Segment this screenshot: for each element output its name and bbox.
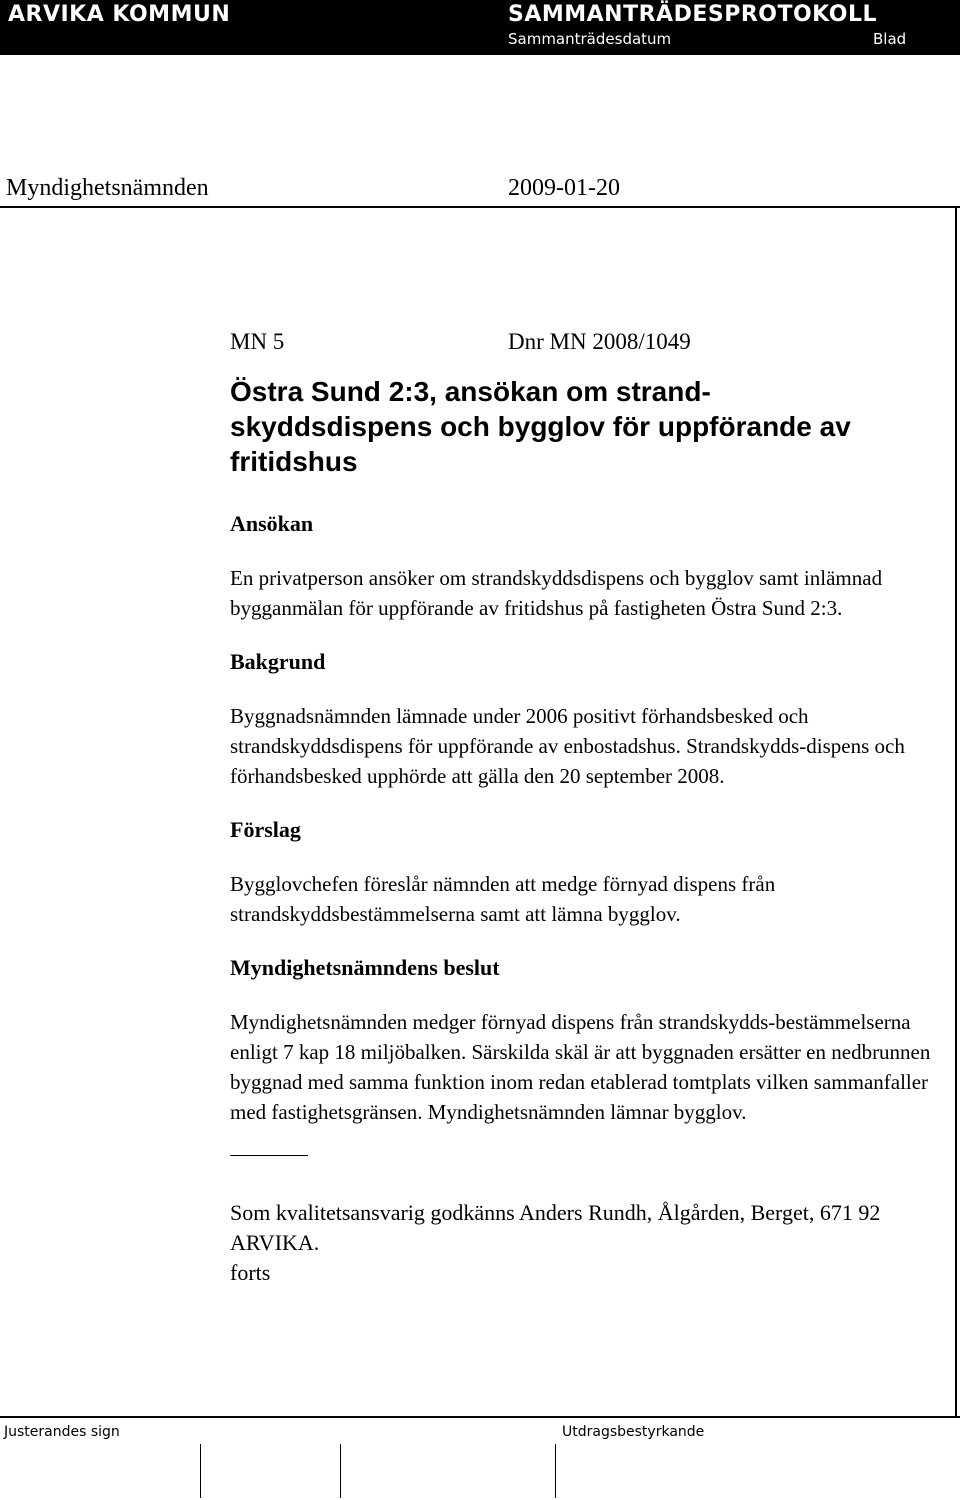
item-title — [230, 374, 930, 479]
signature-label: Justerandes sign — [4, 1424, 120, 1440]
section-heading: Ansökan — [230, 511, 314, 536]
meeting-date-label: Sammanträdesdatum — [508, 30, 672, 48]
header-divider — [0, 206, 960, 208]
title-line: fritidshus — [230, 446, 358, 477]
section-beslut — [230, 953, 945, 1127]
page-label: Blad — [873, 30, 907, 48]
right-margin-line — [955, 206, 957, 1416]
certification-label: Utdragsbestyrkande — [562, 1424, 705, 1440]
section-heading: Bakgrund — [230, 649, 326, 674]
item-dnr: Dnr MN 2008/1049 — [508, 329, 691, 354]
section-text: En privatperson ansöker om strandskyddsdispens och bygglov samt inlämnad bygganmälan för uppförande av fritidshus på fastigheten Östra Sund 2:3. — [230, 566, 883, 620]
section-ansokan — [230, 509, 945, 623]
meeting-date: 2009-01-20 — [508, 175, 620, 201]
continued-marker: forts — [230, 1260, 271, 1285]
section-text: Byggnadsnämnden lämnade under 2006 positivt förhandsbesked och strandskyddsdispens för uppförande av enbostadshus. Strandskydds-dispens och förhandsbesked upphörde att gälla den 20 september 2008. — [230, 704, 905, 788]
signature-box-divider — [555, 1444, 556, 1498]
approval-text: Som kvalitetsansvarig godkänns Anders Rundh, Ålgården, Berget, 671 92 ARVIKA. — [230, 1200, 881, 1255]
signature-box-divider — [200, 1444, 201, 1498]
title-line: Östra Sund 2:3, ansökan om strand- — [230, 376, 711, 407]
section-text: Myndighetsnämnden medger förnyad dispens från strandskydds-bestämmelserna enligt 7 kap 18 miljöbalken. Särskilda skäl är att byggnaden ersätter en nedbrunnen byggnad med samma funktion inom redan etablerad tomtplats vilken sammanfaller med fastighetsgränsen. Myndighetsnämnden lämnar bygglov. — [230, 1010, 931, 1124]
org-name: ARVIKA KOMMUN — [8, 2, 231, 27]
page-header — [0, 0, 960, 55]
title-line: skyddsdispens och bygglov för uppförande av — [230, 411, 851, 442]
section-heading: Förslag — [230, 817, 301, 842]
approval-note — [230, 1198, 945, 1288]
document-type: SAMMANTRÄDESPROTOKOLL — [508, 2, 877, 27]
item-number: MN 5 — [230, 329, 285, 354]
protocol-item — [230, 322, 945, 1288]
separator-line — [230, 1155, 308, 1156]
item-meta — [230, 322, 945, 362]
footer-divider — [0, 1416, 960, 1418]
section-forslag — [230, 815, 945, 929]
section-text: Bygglovchefen föreslår nämnden att medge förnyad dispens från strandskyddsbestämmelserna samt att lämna bygglov. — [230, 872, 776, 926]
committee-name: Myndighetsnämnden — [6, 175, 209, 201]
section-bakgrund — [230, 647, 945, 791]
signature-box-divider — [340, 1444, 341, 1498]
section-heading: Myndighetsnämndens beslut — [230, 955, 500, 980]
